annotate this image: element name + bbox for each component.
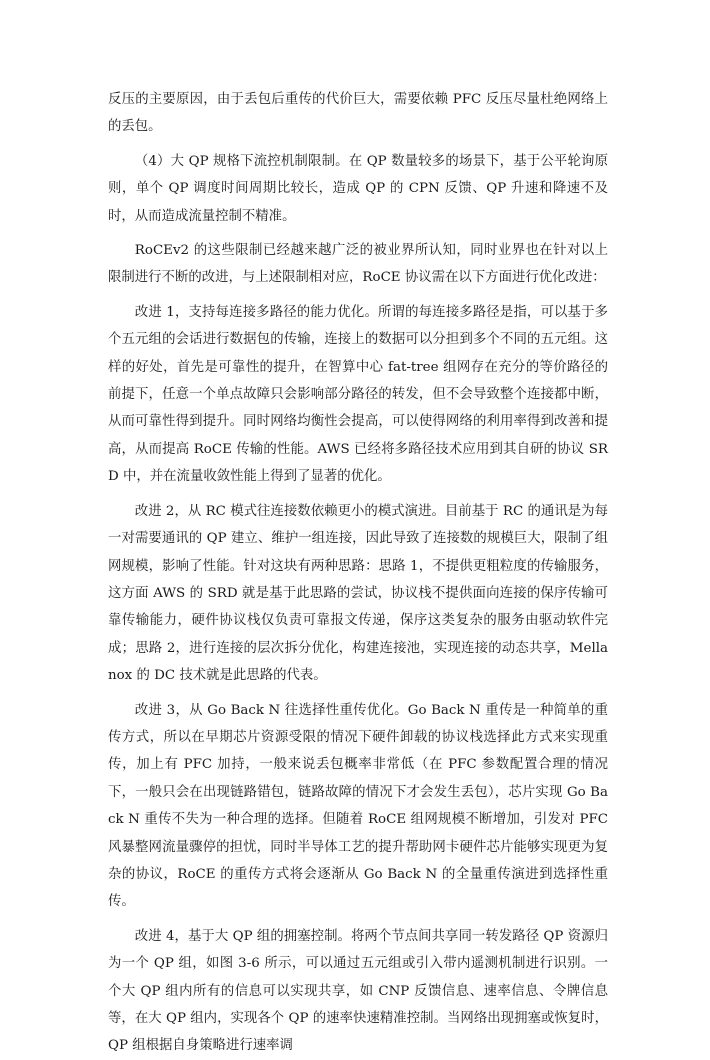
document-page bbox=[108, 86, 608, 1060]
paragraph-improvement-2-connection-mode: 改进 2，从 RC 模式往连接数依赖更小的模式演进。目前基于 RC 的通讯是为每一对需要通讯的 QP 建立、维护一组连接，因此导致了连接数的规模巨大，限制了组网规模，影响了性能。针对这块有两种思路：思路 1，不提供更粗粒度的传输服务，这方面 AWS 的 SRD 就是基于此思路的尝试，协议栈不提供面向连接的保序传输可靠传输能力，硬件协议栈仅负责可靠报文传递，保序这类复杂的服务由驱动软件完成；思路 2，进行连接的层次拆分优化，构建连接池，实现连接的动态共享，Mellanox 的 DC 技术就是此思路的代表。 bbox=[108, 503, 608, 684]
paragraph-rocev2-limitations-intro: RoCEv2 的这些限制已经越来越广泛的被业界所认知，同时业界也在针对以上限制进行不断的改进，与上述限制相对应，RoCE 协议需在以下方面进行优化改进： bbox=[108, 243, 608, 286]
paragraph-improvement-3-selective-retransmission: 改进 3，从 Go Back N 往选择性重传优化。Go Back N 重传是一种简单的重传方式，所以在早期芯片资源受限的情况下硬件卸载的协议栈选择此方式来实现重传，加上有 PFC 加持，一般来说丢包概率非常低（在 PFC 参数配置合理的情况下，一般只会在出现链路错包，链路故障的情况下才会发生丢包），芯片实现 Go Back N 重传不失为一种合理的选择。但随着 RoCE 组网规模不断增加，引发对 PFC 风暴整网流量骤停的担忧，同时半导体工艺的提升帮助网卡硬件芯片能够实现更为复杂的协议，RoCE 的重传方式将会逐渐从 Go Back N 的全量重传演进到选择性重传。 bbox=[108, 702, 608, 910]
paragraph-improvement-4-qp-group-congestion: 改进 4，基于大 QP 组的拥塞控制。将两个节点间共享同一转发路径 QP 资源归为一个 QP 组，如图 3-6 所示，可以通过五元组或引入带内遥测机制进行识别。一个大 QP 组内所有的信息可以实现共享，如 CNP 反馈信息、速率信息、令牌信息等，在大 QP 组内，实现各个 QP 的速率快速精准控制。当网络出现拥塞或恢复时，QP 组根据自身策略进行速率调 bbox=[108, 928, 608, 1054]
paragraph-large-qp-flow-control: （4）大 QP 规格下流控机制限制。在 QP 数量较多的场景下，基于公平轮询原则，单个 QP 调度时间周期比较长，造成 QP 的 CPN 反馈、QP 升速和降速不及时，从而造成流量控制不精准。 bbox=[108, 153, 608, 224]
paragraph-improvement-1-multipath: 改进 1，支持每连接多路径的能力优化。所谓的每连接多路径是指，可以基于多个五元组的会话进行数据包的传输，连接上的数据可以分担到多个不同的五元组。这样的好处，首先是可靠性的提升，在智算中心 fat-tree 组网存在充分的等价路径的前提下，任意一个单点故障只会影响部分路径的转发，但不会导致整个连接都中断，从而可靠性得到提升。同时网络均衡性会提高，可以使得网络的利用率得到改善和提高，从而提高 RoCE 传输的性能。AWS 已经将多路径技术应用到其自研的协议 SRD 中，并在流量收敛性能上得到了显著的优化。 bbox=[108, 304, 608, 485]
paragraph-pfc-backpressure-end: 反压的主要原因，由于丢包后重传的代价巨大，需要依赖 PFC 反压尽量杜绝网络上的丢包。 bbox=[108, 92, 608, 135]
